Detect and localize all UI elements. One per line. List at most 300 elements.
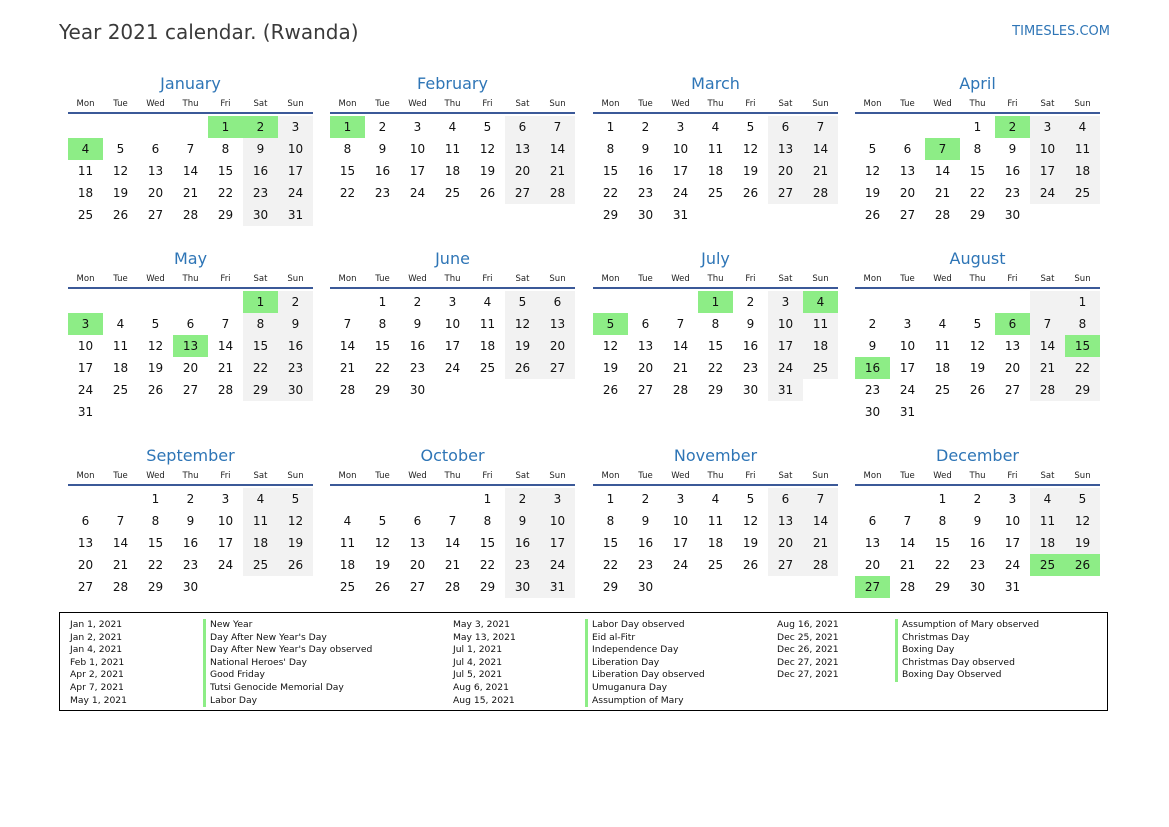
weekday-label: Fri (482, 274, 493, 284)
day-cell: 30 (182, 580, 199, 594)
day-cell: 29 (602, 208, 619, 222)
day-cell: 16 (409, 339, 426, 353)
day-cell: 9 (378, 142, 387, 156)
weekday-label: Wed (671, 471, 690, 481)
day-cell: 18 (444, 164, 461, 178)
weekday-label: Sat (515, 99, 530, 109)
day-cell: 2 (413, 295, 422, 309)
weekday-label: Mon (601, 99, 620, 109)
day-cell: 4 (448, 120, 457, 134)
day-cell: 6 (768, 116, 803, 138)
weekday-header (593, 97, 838, 114)
weekday-label: Sun (287, 99, 304, 109)
day-cell: 11 (934, 339, 951, 353)
day-cell: 12 (1065, 510, 1100, 532)
weekday-label: Sat (253, 274, 268, 284)
day-cell: 7 (448, 514, 457, 528)
holiday-date: Dec 27, 2021 (777, 656, 839, 668)
empty-cell (208, 576, 243, 598)
day-cell: 11 (1065, 138, 1100, 160)
weekday-header (855, 469, 1100, 486)
day-cell: 11 (339, 536, 356, 550)
weekday-label: Wed (933, 99, 952, 109)
weekday-label: Fri (220, 471, 231, 481)
weekday-label: Tue (900, 99, 915, 109)
day-cell: 8 (606, 514, 615, 528)
holiday-name-column (585, 619, 705, 707)
weekday-label: Thu (444, 471, 461, 481)
month-name: January (160, 74, 221, 93)
day-cell: 11 (707, 514, 724, 528)
day-cell: 19 (742, 536, 759, 550)
weekday-header (330, 469, 575, 486)
day-cell: 18 (479, 339, 496, 353)
day-cell: 20 (409, 558, 426, 572)
weekday-label: Wed (146, 471, 165, 481)
month-name: March (691, 74, 740, 93)
weekday-label: Wed (671, 274, 690, 284)
weekday-label: Tue (900, 274, 915, 284)
holiday-day-cell: 1 (698, 291, 733, 313)
holiday-day-cell: 1 (330, 116, 365, 138)
empty-cell (1030, 204, 1065, 226)
weekday-label: Tue (113, 99, 128, 109)
day-cell: 18 (707, 536, 724, 550)
day-cell: 26 (374, 580, 391, 594)
day-cell: 10 (77, 339, 94, 353)
day-cell: 25 (77, 208, 94, 222)
day-cell: 13 (864, 536, 881, 550)
day-cell: 4 (1065, 116, 1100, 138)
day-cell: 19 (1065, 532, 1100, 554)
day-cell: 10 (444, 317, 461, 331)
day-cell: 4 (343, 514, 352, 528)
weekday-header (593, 469, 838, 486)
day-cell: 23 (243, 182, 278, 204)
day-cell: 2 (378, 120, 387, 134)
day-cell: 21 (899, 558, 916, 572)
empty-cell (960, 291, 995, 313)
empty-cell (68, 488, 103, 510)
day-cell: 27 (768, 182, 803, 204)
weekday-label: Tue (113, 274, 128, 284)
day-cell: 28 (1030, 379, 1065, 401)
day-cell: 29 (217, 208, 234, 222)
day-grid (855, 291, 1100, 423)
day-cell: 21 (803, 160, 838, 182)
empty-cell (103, 488, 138, 510)
day-cell: 21 (540, 160, 575, 182)
month-september (68, 445, 313, 598)
day-cell: 28 (182, 208, 199, 222)
weekday-label: Sun (549, 274, 566, 284)
empty-cell (803, 204, 838, 226)
empty-cell (400, 488, 435, 510)
holiday-name: New Year (203, 619, 372, 632)
day-cell: 23 (182, 558, 199, 572)
day-cell: 1 (378, 295, 387, 309)
day-cell: 9 (413, 317, 422, 331)
holiday-name: Christmas Day (895, 632, 1039, 645)
weekday-label: Sat (778, 99, 793, 109)
empty-cell (278, 576, 313, 598)
weekday-label: Thu (707, 471, 724, 481)
day-cell: 24 (899, 383, 916, 397)
day-cell: 26 (602, 383, 619, 397)
day-cell: 29 (479, 580, 496, 594)
day-cell: 4 (938, 317, 947, 331)
day-cell: 4 (243, 488, 278, 510)
day-cell: 6 (505, 116, 540, 138)
weekday-label: Tue (638, 471, 653, 481)
day-cell: 8 (606, 142, 615, 156)
day-cell: 26 (969, 383, 986, 397)
day-cell: 28 (444, 580, 461, 594)
month-name: February (417, 74, 488, 93)
day-cell: 1 (483, 492, 492, 506)
empty-cell (1065, 204, 1100, 226)
day-cell: 7 (540, 116, 575, 138)
day-cell: 7 (903, 514, 912, 528)
day-cell: 14 (540, 138, 575, 160)
day-cell: 6 (903, 142, 912, 156)
weekday-label: Fri (220, 274, 231, 284)
day-cell: 21 (1030, 357, 1065, 379)
day-cell: 25 (707, 558, 724, 572)
weekday-label: Mon (76, 99, 95, 109)
day-cell: 1 (606, 120, 615, 134)
day-cell: 2 (278, 291, 313, 313)
empty-cell (925, 401, 960, 423)
empty-cell (103, 116, 138, 138)
day-cell: 17 (540, 532, 575, 554)
day-cell: 13 (505, 138, 540, 160)
day-cell: 27 (540, 357, 575, 379)
day-cell: 27 (505, 182, 540, 204)
empty-cell (768, 204, 803, 226)
day-cell: 26 (742, 558, 759, 572)
day-cell: 18 (707, 164, 724, 178)
day-cell: 13 (768, 138, 803, 160)
day-cell: 22 (707, 361, 724, 375)
weekday-header (330, 97, 575, 114)
holiday-name: Umuganura Day (585, 682, 705, 695)
day-cell: 7 (803, 488, 838, 510)
day-cell: 12 (112, 164, 129, 178)
day-cell: 11 (112, 339, 129, 353)
empty-cell (890, 116, 925, 138)
day-cell: 2 (186, 492, 195, 506)
holiday-day-cell: 6 (995, 313, 1030, 335)
day-cell: 28 (899, 580, 916, 594)
day-cell: 19 (505, 335, 540, 357)
day-cell: 20 (768, 160, 803, 182)
holiday-date: Aug 15, 2021 (453, 694, 515, 706)
day-cell: 4 (1030, 488, 1065, 510)
day-cell: 23 (278, 357, 313, 379)
day-cell: 23 (864, 383, 881, 397)
day-cell: 27 (1004, 383, 1021, 397)
holiday-date: Dec 26, 2021 (777, 644, 839, 656)
day-cell: 24 (278, 182, 313, 204)
empty-cell (803, 379, 838, 401)
weekday-label: Wed (408, 274, 427, 284)
holiday-name: Day After New Year's Day observed (203, 644, 372, 657)
empty-cell (890, 291, 925, 313)
weekday-label: Wed (933, 471, 952, 481)
day-cell: 28 (339, 383, 356, 397)
day-cell: 3 (676, 120, 685, 134)
day-cell: 18 (77, 186, 94, 200)
day-cell: 26 (112, 208, 129, 222)
day-cell: 22 (217, 186, 234, 200)
day-cell: 20 (147, 186, 164, 200)
month-name: June (435, 249, 470, 268)
weekday-label: Sun (287, 274, 304, 284)
weekday-label: Thu (969, 99, 986, 109)
weekday-label: Sun (1074, 471, 1091, 481)
weekday-label: Tue (375, 274, 390, 284)
day-grid (68, 116, 313, 226)
day-cell: 18 (339, 558, 356, 572)
day-cell: 23 (637, 558, 654, 572)
day-cell: 8 (343, 142, 352, 156)
weekday-label: Wed (408, 471, 427, 481)
empty-cell (243, 401, 278, 423)
weekday-label: Sat (515, 274, 530, 284)
day-cell: 19 (278, 532, 313, 554)
day-cell: 24 (77, 383, 94, 397)
day-cell: 16 (637, 164, 654, 178)
day-cell: 10 (409, 142, 426, 156)
day-cell: 26 (864, 208, 881, 222)
day-cell: 8 (378, 317, 387, 331)
month-name: August (949, 249, 1006, 268)
day-cell: 3 (903, 317, 912, 331)
holiday-day-cell: 4 (803, 291, 838, 313)
day-cell: 2 (641, 120, 650, 134)
day-cell: 9 (505, 510, 540, 532)
day-cell: 11 (1030, 510, 1065, 532)
holiday-date: Dec 25, 2021 (777, 631, 839, 643)
day-cell: 5 (116, 142, 125, 156)
weekday-label: Sat (778, 471, 793, 481)
holiday-day-cell: 2 (995, 116, 1030, 138)
day-cell: 1 (938, 492, 947, 506)
holiday-name: Christmas Day observed (895, 657, 1039, 670)
day-cell: 31 (1004, 580, 1021, 594)
day-cell: 30 (742, 383, 759, 397)
weekday-label: Sun (1074, 99, 1091, 109)
empty-cell (593, 291, 628, 313)
weekday-label: Sun (549, 471, 566, 481)
empty-cell (103, 291, 138, 313)
holiday-date: Jul 5, 2021 (453, 669, 503, 681)
holiday-date: Jul 4, 2021 (453, 656, 503, 668)
day-cell: 5 (505, 291, 540, 313)
day-grid (593, 488, 838, 598)
day-cell: 10 (1030, 138, 1065, 160)
holiday-day-cell: 13 (173, 335, 208, 357)
weekday-label: Mon (338, 471, 357, 481)
day-cell: 14 (182, 164, 199, 178)
day-cell: 20 (1004, 361, 1021, 375)
day-cell: 13 (899, 164, 916, 178)
day-grid (855, 488, 1100, 598)
day-cell: 22 (1065, 357, 1100, 379)
day-cell: 22 (602, 558, 619, 572)
empty-cell (768, 576, 803, 598)
empty-cell (733, 204, 768, 226)
day-cell: 27 (768, 554, 803, 576)
holiday-date: May 3, 2021 (453, 619, 510, 630)
day-cell: 31 (77, 405, 94, 419)
holiday-date: Aug 16, 2021 (777, 619, 839, 630)
day-cell: 22 (243, 357, 278, 379)
day-cell: 8 (221, 142, 230, 156)
empty-cell (925, 116, 960, 138)
holiday-day-cell: 7 (925, 138, 960, 160)
day-cell: 25 (444, 186, 461, 200)
holiday-day-cell: 3 (68, 313, 103, 335)
day-cell: 11 (77, 164, 94, 178)
day-cell: 30 (969, 580, 986, 594)
day-cell: 15 (707, 339, 724, 353)
day-cell: 24 (1030, 182, 1065, 204)
day-cell: 8 (938, 514, 947, 528)
day-cell: 7 (803, 116, 838, 138)
weekday-label: Tue (638, 99, 653, 109)
empty-cell (68, 291, 103, 313)
day-cell: 16 (243, 160, 278, 182)
day-cell: 17 (899, 361, 916, 375)
day-cell: 17 (444, 339, 461, 353)
empty-cell (803, 576, 838, 598)
day-cell: 30 (864, 405, 881, 419)
holiday-day-cell: 16 (855, 357, 890, 379)
day-grid (330, 291, 575, 401)
weekday-label: Wed (933, 274, 952, 284)
holiday-date: Dec 27, 2021 (777, 669, 839, 681)
day-cell: 15 (243, 335, 278, 357)
day-cell: 21 (112, 558, 129, 572)
holiday-name: Tutsi Genocide Memorial Day (203, 682, 372, 695)
day-cell: 13 (77, 536, 94, 550)
weekday-label: Tue (638, 274, 653, 284)
day-cell: 13 (768, 510, 803, 532)
day-cell: 19 (864, 186, 881, 200)
weekday-label: Mon (338, 274, 357, 284)
weekday-label: Sun (1074, 274, 1091, 284)
empty-cell (540, 379, 575, 401)
day-cell: 12 (505, 313, 540, 335)
day-cell: 11 (707, 142, 724, 156)
weekday-label: Fri (482, 471, 493, 481)
day-cell: 3 (278, 116, 313, 138)
weekday-header (855, 272, 1100, 289)
day-cell: 18 (112, 361, 129, 375)
holiday-date: May 13, 2021 (453, 631, 516, 643)
day-cell: 5 (746, 120, 755, 134)
day-cell: 19 (479, 164, 496, 178)
day-cell: 7 (221, 317, 230, 331)
day-cell: 9 (868, 339, 877, 353)
day-cell: 12 (742, 514, 759, 528)
day-cell: 16 (969, 536, 986, 550)
weekday-label: Fri (482, 99, 493, 109)
empty-cell (435, 379, 470, 401)
holiday-name: Assumption of Mary observed (895, 619, 1039, 632)
day-cell: 30 (243, 204, 278, 226)
weekday-label: Fri (745, 274, 756, 284)
weekday-header (68, 469, 313, 486)
day-cell: 9 (973, 514, 982, 528)
weekday-label: Thu (182, 274, 199, 284)
day-cell: 14 (444, 536, 461, 550)
empty-cell (890, 488, 925, 510)
weekday-label: Mon (601, 274, 620, 284)
day-grid (593, 291, 838, 401)
weekday-label: Wed (671, 99, 690, 109)
day-cell: 29 (147, 580, 164, 594)
day-cell: 9 (746, 317, 755, 331)
day-cell: 8 (151, 514, 160, 528)
day-cell: 8 (973, 142, 982, 156)
day-cell: 29 (1065, 379, 1100, 401)
day-cell: 27 (899, 208, 916, 222)
holiday-name: Liberation Day (585, 657, 705, 670)
holiday-name: Labor Day (203, 695, 372, 708)
day-cell: 22 (969, 186, 986, 200)
holiday-date: Jan 4, 2021 (70, 644, 123, 656)
weekday-label: Thu (969, 274, 986, 284)
holiday-name: Boxing Day Observed (895, 669, 1039, 682)
empty-cell (138, 401, 173, 423)
day-cell: 5 (973, 317, 982, 331)
day-cell: 16 (742, 339, 759, 353)
day-cell: 4 (711, 492, 720, 506)
day-cell: 16 (1004, 164, 1021, 178)
empty-cell (208, 401, 243, 423)
day-cell: 24 (217, 558, 234, 572)
day-cell: 14 (1030, 335, 1065, 357)
day-cell: 17 (278, 160, 313, 182)
weekday-header (68, 97, 313, 114)
holiday-date: May 1, 2021 (70, 694, 127, 706)
day-cell: 21 (444, 558, 461, 572)
day-cell: 20 (637, 361, 654, 375)
holiday-date: Jan 2, 2021 (70, 631, 123, 643)
day-cell: 29 (707, 383, 724, 397)
day-cell: 5 (483, 120, 492, 134)
weekday-label: Fri (745, 99, 756, 109)
empty-cell (330, 291, 365, 313)
day-cell: 17 (1004, 536, 1021, 550)
day-cell: 14 (112, 536, 129, 550)
brand-link[interactable]: TIMESLES.COM (1012, 24, 1110, 39)
day-cell: 23 (409, 361, 426, 375)
day-cell: 24 (409, 186, 426, 200)
day-cell: 14 (899, 536, 916, 550)
day-cell: 25 (707, 186, 724, 200)
month-name: November (673, 446, 758, 465)
weekday-label: Mon (863, 471, 882, 481)
day-cell: 12 (864, 164, 881, 178)
day-cell: 12 (742, 142, 759, 156)
day-cell: 21 (803, 532, 838, 554)
day-cell: 17 (409, 164, 426, 178)
day-cell: 2 (868, 317, 877, 331)
